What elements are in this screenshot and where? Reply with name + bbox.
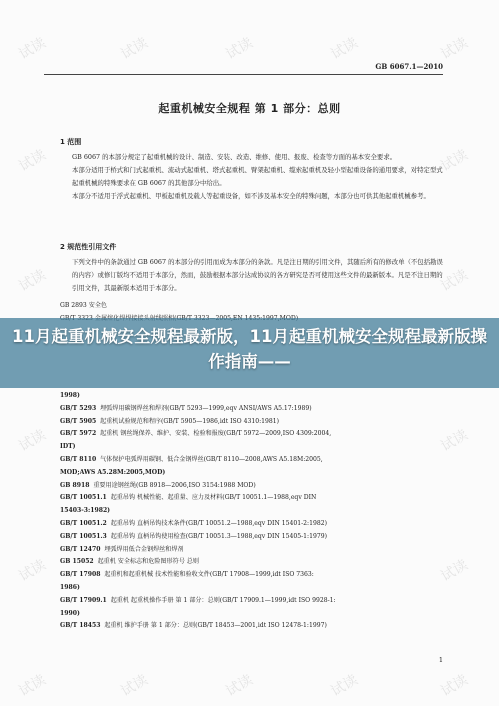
paragraph: 下列文件中的条款通过 GB 6067 的本部分的引用而成为本部分的条款。凡是注日期的引用文件，其随后所有的修改单（不包括勘误的内容）或修订版均不适用于本部分，然而，鼓励根据本部分达成协议的各方研究是否可使用这些文件的最新版本。凡是不注日期的引用文件，其最新版本适用于本部分。 xyxy=(72,258,443,292)
watermark: 试读 xyxy=(223,671,256,700)
reference-item: GB 8918 重要用途钢丝绳(GB 8918—2006,ISO 3154:1988 MOD) xyxy=(60,481,256,489)
reference-item: GB 15052 起重机 安全标志和危险图形符号 总则 xyxy=(60,558,199,566)
watermark: 试读 xyxy=(438,671,471,700)
watermark: 试读 xyxy=(118,34,151,63)
reference-item: GB/T 17908 起重机和起重机械 技术性能和验收文件(GB/T 17908—1999,idt ISO 7363: xyxy=(60,571,314,579)
watermark: 试读 xyxy=(16,556,49,585)
paragraph: 本部分适用于桥式和门式起重机、流动式起重机、塔式起重机、臂架起重机、缆索起重机及轻小型起重设备的通用要求，对特定型式起重机械的特殊要求在 GB 6067 的其他部分中给出。 xyxy=(72,166,443,187)
section-body xyxy=(60,151,445,203)
watermark: 试读 xyxy=(438,34,471,63)
reference-item: GB/T 12470 埋弧焊用低合金钢焊丝和焊剂 xyxy=(60,545,184,553)
reference-item: GB/T 8110 气体保护电弧焊用碳钢、低合金钢焊丝(GB/T 8110—2008,AWS A5.18M:2005, xyxy=(60,455,323,463)
header-rule xyxy=(44,74,443,75)
watermark: 试读 xyxy=(16,266,49,295)
reference-item: GB/T 5293 埋弧焊用碳钢焊丝和焊剂(GB/T 5293—1999,eqv ANSI/AWS A5.17:1989) xyxy=(60,404,312,412)
watermark: 试读 xyxy=(16,146,49,175)
reference-item: GB/T 10051.2 起重吊钩 直柄吊钩技术条件(GB/T 10051.2—1988,eqv DIN 15401-2:1982) xyxy=(60,519,327,527)
banner-text: 11月起重机械安全规程最新版，11月起重机械安全规程最新版操作指南—— xyxy=(12,327,487,371)
watermark: 试读 xyxy=(328,671,361,700)
reference-item: 15403-3:1982) xyxy=(60,507,111,515)
paragraph: GB 6067 的本部分规定了起重机械的设计、制造、安装、改造、维修、使用、报废、检查等方面的基本安全要求。 xyxy=(72,153,397,161)
section-body xyxy=(60,256,445,295)
section-heading: 2 规范性引用文件 xyxy=(60,243,117,251)
section-heading: 1 范围 xyxy=(60,138,82,146)
document-title: 起重机械安全规程 第 1 部分：总则 xyxy=(158,102,341,115)
watermark: 试读 xyxy=(438,146,471,175)
watermark: 试读 xyxy=(328,34,361,63)
watermark: 试读 xyxy=(16,426,49,455)
watermark: 试读 xyxy=(223,34,256,63)
reference-item: 1986) xyxy=(60,583,80,591)
paragraph: 本部分不适用于浮式起重机、甲板起重机及载人等起重设备，如不涉及基本安全的特殊问题，本部分也可供其他起重机械参考。 xyxy=(72,192,430,200)
reference-item: GB/T 5972 起重机 钢丝绳保养、维护、安装、检验和报废(GB/T 5972—2009,ISO 4309:2004, xyxy=(60,430,332,438)
reference-item: GB 2893 安全色 xyxy=(60,302,108,309)
reference-item: 1990) xyxy=(60,609,80,617)
watermark: 试读 xyxy=(438,426,471,455)
reference-item: 1998) xyxy=(60,392,80,399)
reference-item: GB/T 18453 起重机 维护手册 第 1 部分：总则(GB/T 18453—2001,idt ISO 12478-1:1997) xyxy=(60,622,327,630)
watermark: 试读 xyxy=(118,671,151,700)
page-number: 1 xyxy=(438,656,443,664)
reference-item: IDT) xyxy=(60,443,76,451)
watermark: 试读 xyxy=(438,266,471,295)
watermark: 试读 xyxy=(16,671,49,700)
reference-item: GB/T 10051.1 起重吊钩 机械性能、起重量、应力及材料(GB/T 10051.1—1988,eqv DIN xyxy=(60,494,317,502)
reference-item: GB/T 10051.3 起重吊钩 直柄吊钩使用检查(GB/T 10051.3—1988,eqv DIN 15405-1:1979) xyxy=(60,532,327,540)
reference-item: GB/T 5905 起重机试验规范和程序(GB/T 5905—1986,idt ISO 4310:1981) xyxy=(60,417,280,425)
standard-code: GB 6067.1—2010 xyxy=(375,62,443,71)
reference-item: GB/T 17909.1 起重机 起重机操作手册 第 1 部分：总则(GB/T 17909.1—1999,idt ISO 9928-1: xyxy=(60,596,336,604)
reference-item: MOD;AWS A5.28M:2005,MOD) xyxy=(60,468,166,476)
watermark: 试读 xyxy=(438,556,471,585)
reference-list xyxy=(60,390,445,633)
watermark: 试读 xyxy=(16,34,49,63)
